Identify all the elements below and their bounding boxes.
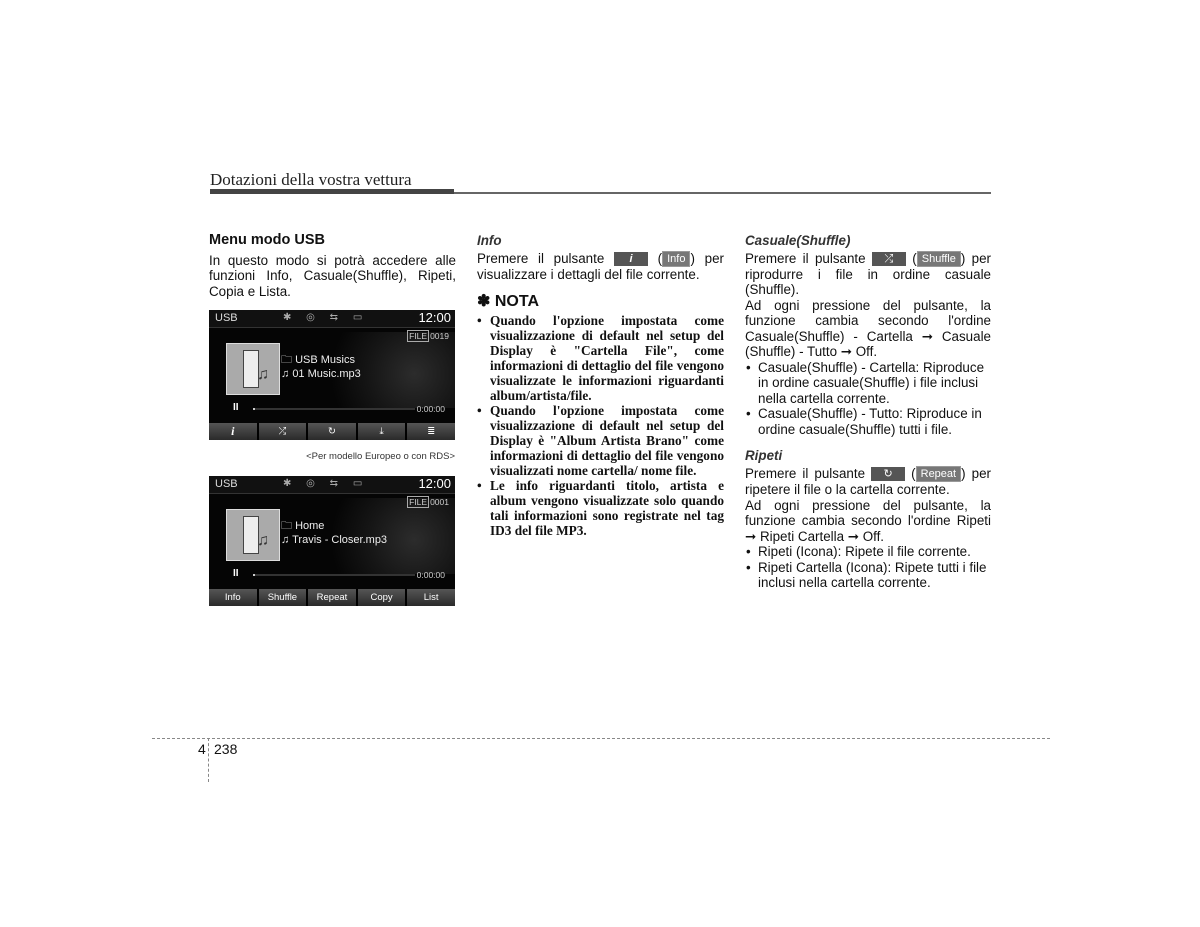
header-rule-thin [454, 192, 991, 194]
shuffle-list [745, 360, 991, 438]
repeat-label: Repeat [916, 466, 961, 482]
repeat-order: Ad ogni pressione del pulsante, la funzione cambia secondo l'ordine Ripeti ➞ Ripeti Cartella ➞ Off. [745, 497, 991, 544]
play-time: 0:00:00 [416, 404, 445, 414]
music-note-icon: ♫ [257, 366, 269, 383]
column-info [477, 233, 724, 538]
progress-bar[interactable] [253, 408, 415, 410]
file-counter: FILE 0001 [409, 497, 449, 507]
copy-button[interactable]: Copy [358, 589, 406, 606]
shuffle-icon: ⤮ [872, 252, 906, 266]
folder-line: 🗀 Home [281, 520, 325, 532]
footer-vertical-divider [208, 738, 209, 782]
column-usb-menu [209, 233, 456, 299]
list-item: • Le info riguardanti titolo, artista e album vengono visualizzate solo quando tali informazioni sono registrate nel tag ID3 del file MP3. [477, 478, 724, 538]
function-buttons [209, 589, 455, 606]
info-paragraph: Premere il pulsante i ( Info ) per visualizzare i dettagli del file corrente. [477, 250, 724, 282]
album-art [226, 509, 280, 561]
list-item: • Casuale(Shuffle) - Tutto: Riproduce in ordine casuale(Shuffle) tutti i file. [745, 406, 991, 437]
section-heading: Menu modo USB [209, 232, 325, 248]
repeat-icon: ↻ [871, 467, 905, 481]
list-button[interactable]: List [407, 589, 455, 606]
music-note-icon: ♫ [281, 534, 290, 546]
intro-paragraph: In questo modo si potrà accedere alle funzioni Info, Casuale(Shuffle), Ripeti, Copia e Lista. [209, 252, 456, 299]
usb-screen-icons [209, 310, 455, 440]
shuffle-button[interactable]: ⤮ [259, 423, 307, 440]
info-button[interactable]: Info [209, 589, 257, 606]
footer-divider [152, 738, 1050, 739]
clock: 12:00 [418, 310, 451, 325]
info-icon: i [614, 252, 648, 266]
shuffle-heading: Casuale(Shuffle) [745, 233, 851, 248]
status-bar [209, 476, 455, 494]
folder-icon: 🗀 [281, 520, 292, 532]
status-icons: ✱ ◎ ⇆ ▭ [283, 478, 369, 489]
header-rule [210, 189, 454, 194]
folder-icon: 🗀 [281, 354, 292, 366]
info-label: Info [662, 251, 690, 267]
repeat-heading: Ripeti [745, 448, 783, 464]
repeat-button[interactable]: Repeat [308, 589, 356, 606]
play-time: 0:00:00 [416, 570, 445, 580]
shuffle-label: Shuffle [917, 251, 961, 267]
copy-button[interactable]: ⤓ [358, 423, 406, 440]
music-note-icon: ♫ [281, 368, 290, 380]
info-heading: Info [477, 233, 502, 248]
progress-bar[interactable] [253, 574, 415, 576]
usb-screen-text [209, 476, 455, 606]
column-shuffle-repeat [745, 233, 991, 591]
chapter-number: 4 [198, 741, 206, 757]
list-item: • Quando l'opzione impostata come visualizzazione di default nel setup del Display è "Cartella File", come informazioni di dettaglio del file vengono visualizzate le informazioni riguardanti album/artista/file. [477, 313, 724, 403]
shuffle-button[interactable]: Shuffle [259, 589, 307, 606]
page-header-title: Dotazioni della vostra vettura [210, 170, 412, 189]
list-item: • Casuale(Shuffle) - Cartella: Riproduce in ordine casuale(Shuffle) i file inclusi nella cartella corrente. [745, 360, 991, 407]
repeat-button[interactable]: ↻ [308, 423, 356, 440]
shuffle-paragraph: Premere il pulsante ⤮ ( Shuffle ) per riprodurre i file in ordine casuale (Shuffle). [745, 250, 991, 298]
page-number: 238 [214, 741, 238, 757]
nota-list [477, 313, 724, 538]
list-button[interactable]: ≣ [407, 423, 455, 440]
pause-icon[interactable]: II [233, 568, 239, 579]
track-line: ♫ 01 Music.mp3 [281, 368, 361, 380]
music-note-icon: ♫ [257, 532, 269, 549]
source-label: USB [215, 478, 238, 490]
folder-line: 🗀 USB Musics [281, 354, 355, 366]
list-item: • Ripeti (Icona): Ripete il file corrente. [745, 544, 991, 560]
nota-heading: ✽ NOTA [477, 293, 539, 311]
album-art [226, 343, 280, 395]
repeat-list [745, 544, 991, 591]
status-bar [209, 310, 455, 328]
list-item: • Quando l'opzione impostata come visualizzazione di default nel setup del Display è "Album Artista Brano" come informazioni di dettaglio del file vengono visualizzati nome cartella/ nome file. [477, 403, 724, 478]
source-label: USB [215, 312, 238, 324]
screen-caption: <Per modello Europeo o con RDS> [306, 451, 455, 462]
pause-icon[interactable]: II [233, 402, 239, 413]
status-icons: ✱ ◎ ⇆ ▭ [283, 312, 369, 323]
info-button[interactable]: i [209, 423, 257, 440]
file-counter: FILE 0019 [409, 331, 449, 341]
track-line: ♫ Travis - Closer.mp3 [281, 534, 388, 546]
list-item: • Ripeti Cartella (Icona): Ripete tutti i file inclusi nella cartella corrente. [745, 560, 991, 591]
repeat-paragraph: Premere il pulsante ↻ ( Repeat ) per ripetere il file o la cartella corrente. [745, 465, 991, 498]
clock: 12:00 [418, 476, 451, 491]
shuffle-order: Ad ogni pressione del pulsante, la funzione cambia secondo l'ordine Casuale(Shuffle) - Cartella ➞ Casuale (Shuffle) - Tutto ➞ Off. [745, 297, 991, 360]
function-buttons [209, 423, 455, 440]
